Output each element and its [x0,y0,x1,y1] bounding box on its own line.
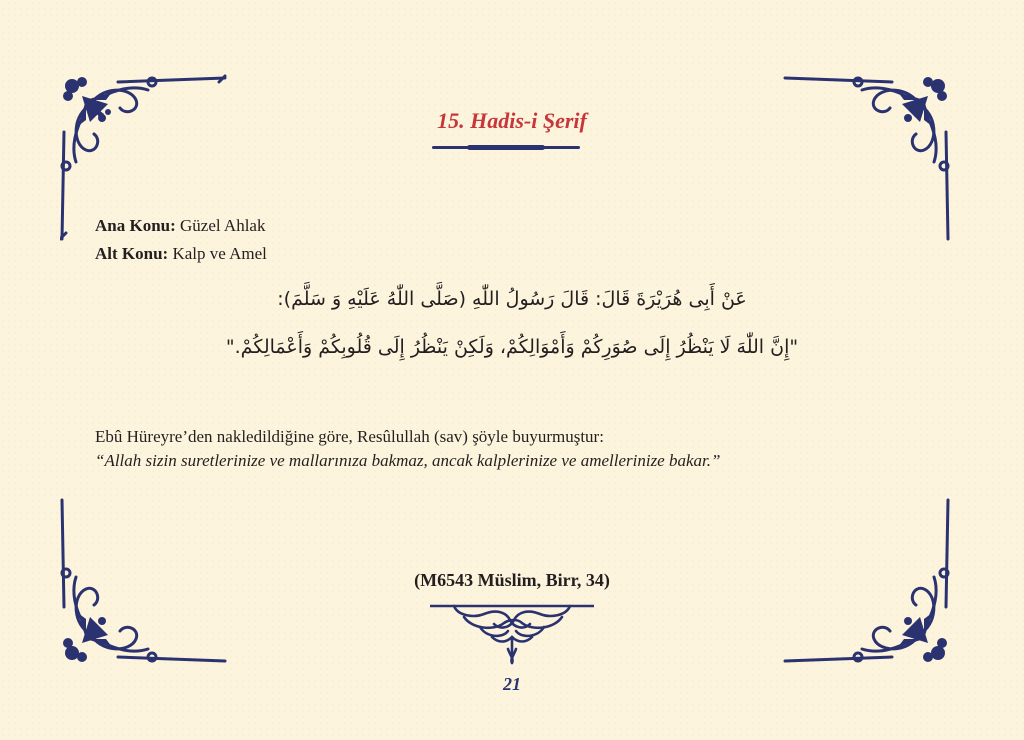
sub-topic-row [95,240,267,268]
corner-ornament-svg [780,74,950,244]
sub-topic-label: Alt Konu: [95,244,169,263]
translation-quote: “Allah sizin suretlerinize ve mallarınıza bakmaz, ancak kalplerinize ve amellerinize bakar.” [95,451,721,470]
page-number: 21 [503,674,521,694]
corner-ornament-top-right-icon [780,74,950,244]
main-topic-value: Güzel Ahlak [180,216,266,235]
source-citation: (M6543 Müslim, Birr, 34) [414,570,610,590]
sub-topic-value: Kalp ve Amel [172,244,267,263]
translation-intro: Ebû Hüreyre’den nakledildiğine göre, Resûlullah (sav) şöyle buyurmuştur: [95,427,604,446]
main-topic-label: Ana Konu: [95,216,176,235]
arabic-narration-line: عَنْ أَبِى هُرَيْرَةَ قَالَ: قَالَ رَسُولُ اللّٰهِ (صَلَّى اللّٰهُ عَلَيْهِ وَ سَلَّمَ): [277,288,747,310]
translation-block [95,425,925,473]
title-divider [432,146,580,149]
flourish-ornament-icon [430,603,594,665]
topics-block [95,212,267,268]
flourish-svg [430,603,594,665]
page-title: 15. Hadis-i Şerif [437,108,587,133]
main-topic-row [95,212,267,240]
arabic-hadith-line: "إِنَّ اللّٰهَ لَا يَنْظُرُ إِلَى صُوَرِكُمْ وَأَمْوَالِكُمْ، وَلَكِنْ يَنْظُرُ إِلَى قُلُوبِكُمْ وَأَعْمَالِكُمْ." [225,336,799,358]
